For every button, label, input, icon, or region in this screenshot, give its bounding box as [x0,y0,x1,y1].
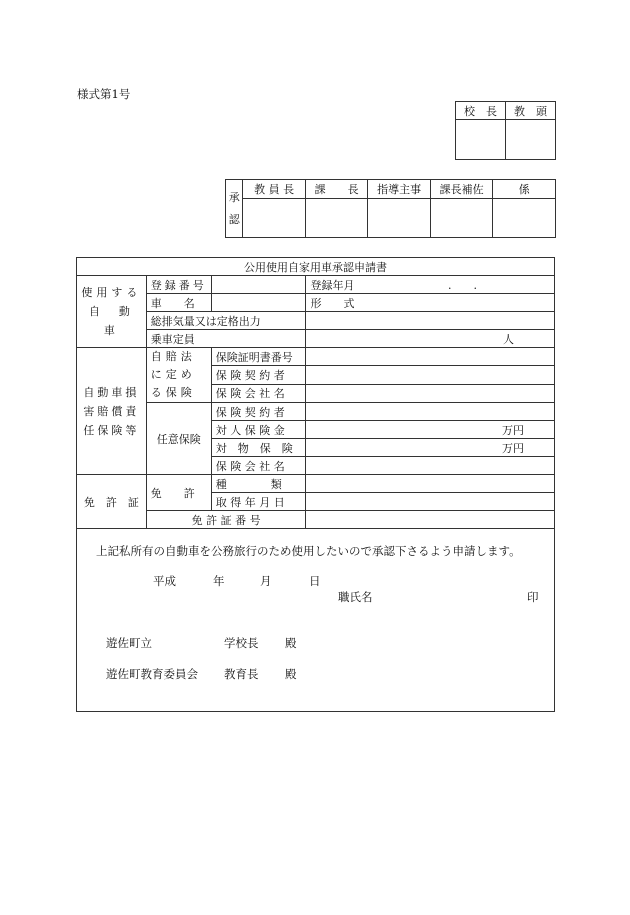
date-year: 年 [213,574,225,588]
form-number: 様式第1号 [77,87,131,101]
date-day: 日 [309,574,321,588]
capacity-label: 乗車定員 [146,330,306,348]
approval-label [226,180,243,238]
approval-col-section-chief: 課 長 [305,180,368,199]
approval-stamp-cell[interactable] [305,199,368,238]
certificate-number-value[interactable] [306,348,555,366]
application-form-table [76,257,555,529]
property-damage-unit: 万円 [502,441,524,455]
license-number-value[interactable] [306,511,555,529]
addressee-board-title: 教育長 [224,667,259,681]
applicant-name-label: 職氏名 [338,590,373,604]
license-type-label: 種 類 [211,475,306,493]
addressee-school-org: 遊佐町立 [106,636,152,650]
approval-stamp-cell[interactable] [368,199,431,238]
vice-principal-header: 教 頭 [506,102,556,120]
license-type-value[interactable] [306,475,555,493]
property-damage-value[interactable] [306,439,555,457]
vice-principal-stamp-cell[interactable] [506,120,556,160]
approval-stamp-cell[interactable] [243,199,306,238]
bodily-injury-label: 対 人 保 険 金 [211,421,306,439]
approval-label-bottom: 認 [228,212,240,226]
vehicle-name-label: 車 名 [146,294,211,312]
registration-number-label: 登録番号 [146,276,211,294]
bodily-injury-value[interactable] [306,421,555,439]
optional-insurance-label: 任意保険 [146,403,211,475]
approval-col-staff: 係 [493,180,556,199]
optional-insurer-value[interactable] [306,457,555,475]
principal-stamp-cell[interactable] [456,120,506,160]
insurer-label: 保 険 会 社 名 [211,384,306,402]
registration-number-value[interactable] [211,276,306,294]
approval-stamp-box [225,179,556,238]
approval-stamp-cell[interactable] [430,199,493,238]
form-title: 公用使用自家用車承認申請書 [77,258,555,276]
date-month: 月 [260,574,272,588]
compulsory-insurance-label: 自賠法に定める保険 [146,348,211,403]
policyholder-label: 保 険 契 約 者 [211,366,306,384]
approval-col-staff-head: 教 員 長 [243,180,306,199]
capacity-unit: 人 [503,332,514,346]
principal-header: 校 長 [456,102,506,120]
registration-date-cell[interactable] [306,276,555,294]
optional-insurer-label: 保 険 会 社 名 [211,457,306,475]
approval-col-assistant-chief: 課長補佐 [430,180,493,199]
seal-mark: 印 [527,590,539,604]
license-acquired-label: 取 得 年 月 日 [211,493,306,511]
certificate-number-label: 保険証明書番号 [211,348,306,366]
policyholder-value[interactable] [306,366,555,384]
license-number-label: 免 許 証 番 号 [146,511,306,529]
capacity-value[interactable] [306,330,555,348]
license-label: 免 許 [146,475,211,511]
model-cell[interactable] [306,294,555,312]
addressee-school-honorific: 殿 [285,636,297,650]
property-damage-label: 対 物 保 険 [211,439,306,457]
displacement-label: 総排気量又は定格出力 [146,312,306,330]
vehicle-name-value[interactable] [211,294,306,312]
license-acquired-value[interactable] [306,493,555,511]
addressee-board-honorific: 殿 [285,667,297,681]
date-era: 平成 [153,574,176,588]
addressee-school-title: 学校長 [224,636,259,650]
approval-label-top: 承 [228,190,240,204]
approval-col-supervisor: 指導主事 [368,180,431,199]
request-text: 上記私所有の自動車を公務旅行のため使用したいので承認下さるよう申請します。 [96,544,521,558]
license-section-label: 免 許 証 [77,475,147,529]
registration-date-label: 登録年月 [310,278,355,292]
principal-stamp-box [455,101,556,160]
insurance-section-label: 自動車損害賠償責任保険等 [77,348,147,475]
optional-policyholder-label: 保 険 契 約 者 [211,403,306,421]
vehicle-section-label: 使用する自 動 車 [77,276,147,348]
displacement-value[interactable] [306,312,555,330]
approval-stamp-cell[interactable] [493,199,556,238]
insurer-value[interactable] [306,384,555,402]
model-label: 形 式 [310,296,355,310]
registration-date-dots: . . [447,278,477,292]
addressee-board-org: 遊佐町教育委員会 [106,667,198,681]
bodily-injury-unit: 万円 [502,423,524,437]
optional-policyholder-value[interactable] [306,403,555,421]
